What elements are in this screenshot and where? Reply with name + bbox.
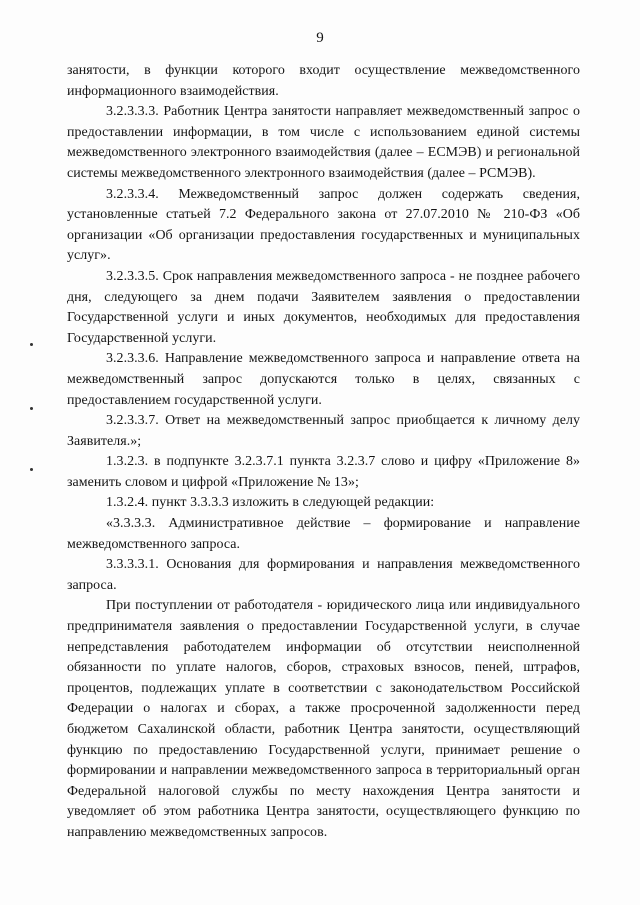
paragraph-3-2-3-3-5: 3.2.3.3.5. Срок направления межведомственного запроса - не позднее рабочего дня, следующего за днем подачи Заявителем заявления о предоставлении Государственной услуги и иных документов, необходимых для предоставления Государственной услуги. [67, 268, 580, 346]
scan-mark [30, 343, 33, 346]
paragraph-continuation: занятости, в функции которого входит осуществление межведомственного информационного взаимодействия. [67, 63, 580, 99]
paragraph-3-2-3-3-4: 3.2.3.3.4. Межведомственный запрос должен содержать сведения, установленные статьей 7.2 Федерального закона от 27.07.2010 № 210-ФЗ «Об организации «Об организации предоставления государственных и муниципальных услуг». [67, 186, 580, 264]
paragraph-3-2-3-3-3: 3.2.3.3.3. Работник Центра занятости направляет межведомственный запрос о предоставлении информации, в том числе с использованием единой системы межведомственного электронного взаимодействия (далее – ЕСМЭВ) и региональной системы межведомственного электронного взаимодействия (далее – РСМЭВ). [67, 104, 580, 181]
paragraph-3-2-3-3-7: 3.2.3.3.7. Ответ на межведомственный запрос приобщается к личному делу Заявителя.»; [67, 413, 580, 449]
page-number: 9 [316, 30, 324, 46]
document-body [67, 61, 580, 844]
scan-mark [30, 468, 33, 471]
paragraph-1-3-2-4: 1.3.2.4. пункт 3.3.3.3 изложить в следующей редакции: [106, 495, 435, 511]
paragraph-3-3-3-3-1: 3.3.3.3.1. Основания для формирования и направления межведомственного запроса. [67, 557, 580, 593]
scan-mark [30, 407, 33, 410]
paragraph-3-2-3-3-6: 3.2.3.3.6. Направление межведомственного запроса и направление ответа на межведомственный запрос допускаются только в целях, связанных с предоставлением государственной услуги. [67, 351, 580, 408]
paragraph-main-body: При поступлении от работодателя - юридического лица или индивидуального предпринимателя заявления о предоставлении Государственной услуги, в случае непредставления работодателем информации об отсутствии неисполненной обязанности по уплате налогов, сборов, страховых взносов, пеней, штрафов, процентов, подлежащих уплате в соответствии с законодательством Российской Федерации о налогах и сборах, а также просроченной задолженности перед бюджетом Сахалинской области, работник Центра занятости, осуществляющий функцию по предоставлению Государственной услуги, принимает решение о формировании и направлении межведомственного запроса в территориальный орган Федеральной налоговой службы по месту нахождения Центра занятости и уведомляет об этом работника Центра занятости, осуществляющего функцию по направлению межведомственных запросов. [67, 598, 580, 840]
paragraph-3-3-3-3: «3.3.3.3. Административное действие – формирование и направление межведомственного запроса. [67, 516, 580, 552]
paragraph-1-3-2-3: 1.3.2.3. в подпункте 3.2.3.7.1 пункта 3.2.3.7 слово и цифру «Приложение 8» заменить словом и цифрой «Приложение № 13»; [67, 454, 580, 490]
